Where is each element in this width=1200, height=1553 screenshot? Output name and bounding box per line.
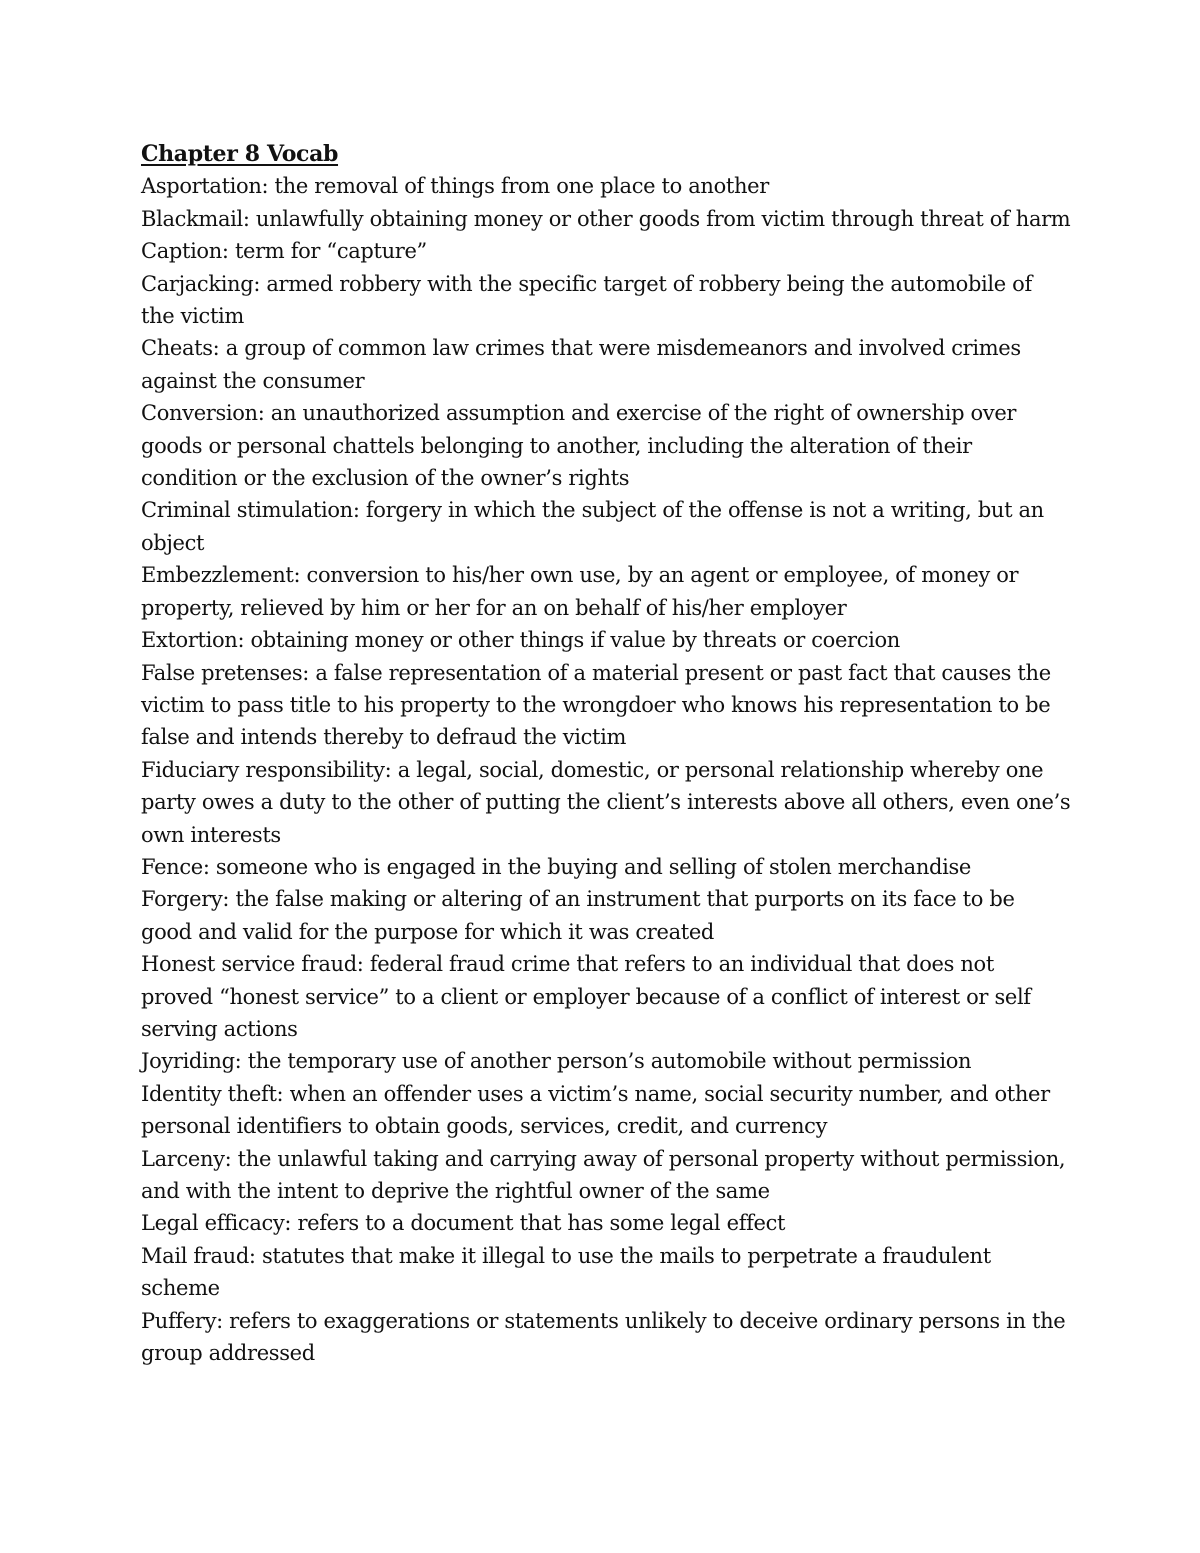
vocab-entry-embezzlement: Embezzlement: conversion to his/her own use, by an agent or employee, of money or property, relieved by him or her for an on behalf of his/her employer (141, 563, 1019, 620)
vocab-entry-honest-service-fraud: Honest service fraud: federal fraud crime that refers to an individual that does not proved “honest service” to a client or employer because of a conflict of interest or self serving actions (141, 952, 1031, 1041)
document-title: Chapter 8 Vocab (141, 141, 339, 167)
document-body (141, 138, 1071, 1369)
vocab-entry-conversion: Conversion: an unauthorized assumption and exercise of the right of ownership over goods or personal chattels belonging to another, including the alteration of their condition or the exclusion of the owner’s rights (141, 401, 1017, 491)
vocab-entry-larceny: Larceny: the unlawful taking and carrying away of personal property without permission, and with the intent to deprive the rightful owner of the same (141, 1146, 1066, 1203)
vocab-entry-forgery: Forgery: the false making or altering of an instrument that purports on its face to be good and valid for the purpose for which it was created (141, 887, 1015, 944)
vocab-entry-extortion: Extortion: obtaining money or other things if value by threats or coercion (141, 628, 900, 653)
vocab-entry-joyriding: Joyriding: the temporary use of another person’s automobile without permission (141, 1049, 972, 1074)
vocab-entry-cheats: Cheats: a group of common law crimes that were misdemeanors and involved crimes against the consumer (141, 336, 1021, 393)
vocab-entry-false-pretenses: False pretenses: a false representation of a material present or past fact that causes the victim to pass title to his property to the wrongdoer who knows his representation to be false and intends thereby to defraud the victim (141, 660, 1051, 750)
vocab-entry-carjacking: Carjacking: armed robbery with the specific target of robbery being the automobile of the victim (141, 271, 1032, 329)
vocab-entry-mail-fraud: Mail fraud: statutes that make it illegal to use the mails to perpetrate a fraudulent scheme (141, 1243, 991, 1301)
vocab-entry-blackmail: Blackmail: unlawfully obtaining money or other goods from victim through threat of harm (141, 206, 1071, 231)
vocab-entry-asportation: Asportation: the removal of things from one place to another (141, 174, 769, 199)
vocab-entry-puffery: Puffery: refers to exaggerations or statements unlikely to deceive ordinary persons in the group addressed (141, 1308, 1066, 1366)
vocab-entry-criminal-stimulation: Criminal stimulation: forgery in which the subject of the offense is not a writing, but an object (141, 498, 1044, 555)
vocab-entry-caption: Caption: term for “capture” (141, 239, 427, 264)
vocab-entry-identity-theft: Identity theft: when an offender uses a victim’s name, social security number, and other personal identifiers to obtain goods, services, credit, and currency (141, 1081, 1050, 1139)
vocab-entry-fence: Fence: someone who is engaged in the buying and selling of stolen merchandise (141, 854, 971, 879)
vocab-entry-fiduciary-responsibility: Fiduciary responsibility: a legal, social, domestic, or personal relationship whereby one party owes a duty to the other of putting the client’s interests above all others, even one’s own interests (141, 757, 1071, 847)
vocab-entry-legal-efficacy: Legal efficacy: refers to a document that has some legal effect (141, 1211, 786, 1236)
